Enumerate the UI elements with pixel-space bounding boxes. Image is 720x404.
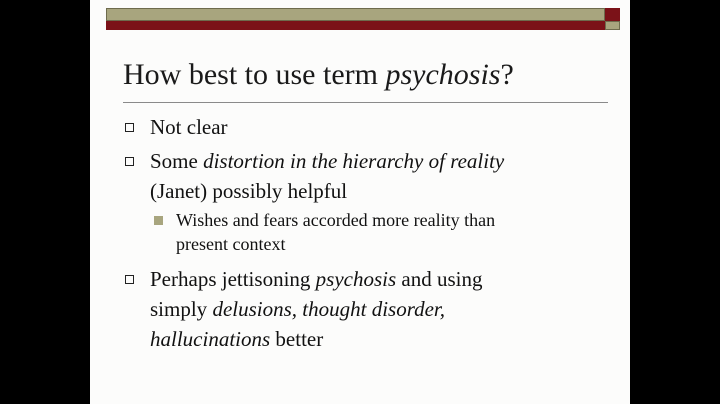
bullet-square-icon (125, 123, 134, 132)
header-bar-olive (106, 8, 605, 21)
slide-title: How best to use term psychosis? (123, 58, 514, 91)
bullet-square-icon (125, 275, 134, 284)
bullet-square-icon (125, 157, 134, 166)
title-divider (123, 102, 608, 103)
header-corner-maroon (605, 8, 620, 21)
sub-bullet-square-icon (154, 216, 163, 225)
bullet-not-clear: Not clear (150, 115, 228, 139)
bullet-distortion: Some distortion in the hierarchy of reality (Janet) possibly helpful (150, 149, 505, 203)
slide (90, 0, 630, 404)
header-bar-maroon (106, 21, 605, 30)
sub-bullet-wishes-fears: Wishes and fears accorded more reality than present context (176, 210, 496, 254)
bullet-jettisoning: Perhaps jettisoning psychosis and using simply delusions, thought disorder, hallucinations better (150, 267, 483, 351)
header-corner-olive (605, 21, 620, 30)
